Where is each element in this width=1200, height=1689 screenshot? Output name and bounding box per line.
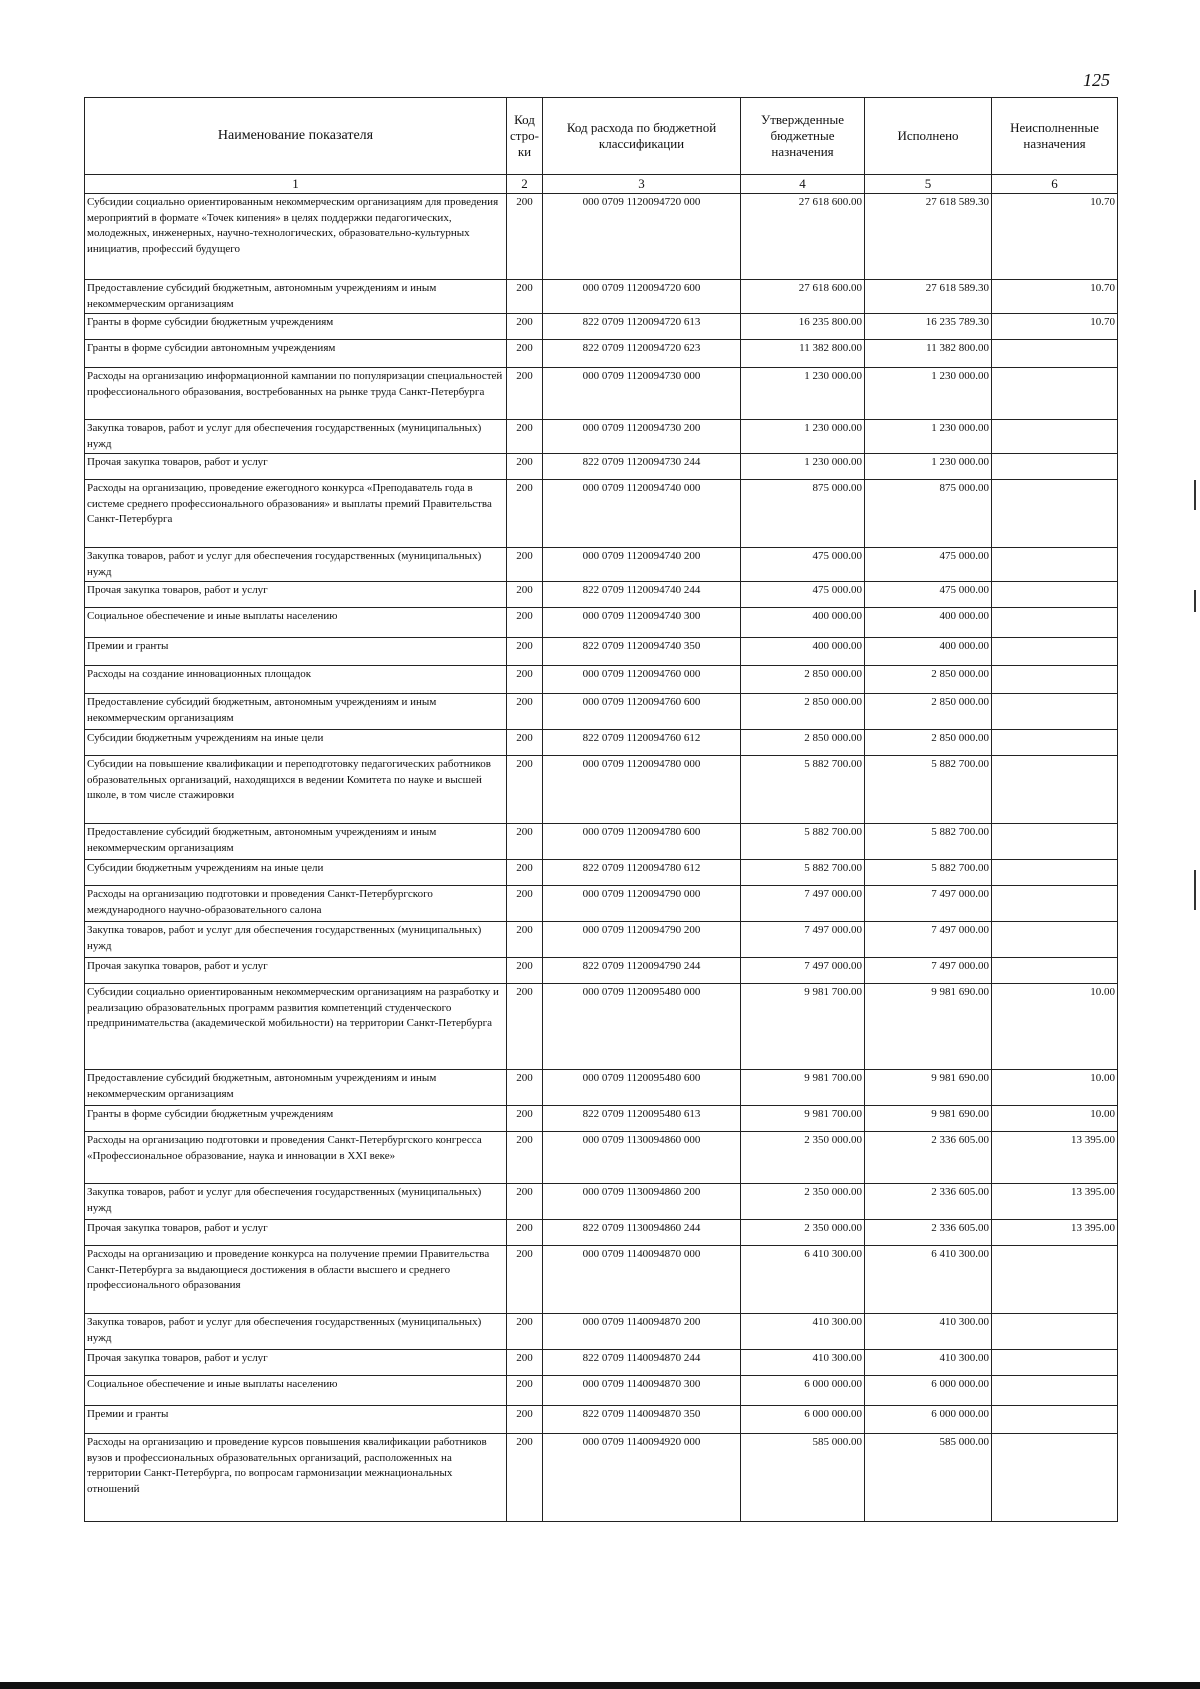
row-unexecuted-amount: 10.00 [992, 1106, 1118, 1132]
row-executed-amount: 2 336 605.00 [865, 1132, 992, 1184]
row-approved-amount: 7 497 000.00 [741, 958, 865, 984]
row-line-code: 200 [507, 454, 543, 480]
row-classification-code: 822 0709 1140094870 244 [543, 1350, 741, 1376]
column-number: 4 [741, 175, 865, 194]
row-executed-amount: 5 882 700.00 [865, 824, 992, 860]
row-classification-code: 000 0709 1120094730 200 [543, 420, 741, 454]
row-executed-amount: 16 235 789.30 [865, 314, 992, 340]
table-body [85, 194, 1118, 1522]
row-line-code: 200 [507, 1246, 543, 1314]
row-executed-amount: 6 000 000.00 [865, 1376, 992, 1406]
row-executed-amount: 6 410 300.00 [865, 1246, 992, 1314]
row-line-code: 200 [507, 340, 543, 368]
table-row [85, 420, 1118, 454]
row-approved-amount: 2 850 000.00 [741, 694, 865, 730]
row-name: Предоставление субсидий бюджетным, автономным учреждениям и иным некоммерческим организациям [85, 824, 507, 860]
row-approved-amount: 9 981 700.00 [741, 1070, 865, 1106]
row-name: Субсидии социально ориентированным некоммерческим организациям для проведения мероприятий в формате «Точек кипения» в целях поддержки педагогических, молодежных, инженерных, научно-технологических, образовательно-культурных инициатив, профессий будущего [85, 194, 507, 280]
table-row [85, 860, 1118, 886]
header-name: Наименование показателя [85, 98, 507, 175]
row-name: Прочая закупка товаров, работ и услуг [85, 958, 507, 984]
row-executed-amount: 9 981 690.00 [865, 984, 992, 1070]
row-name: Закупка товаров, работ и услуг для обеспечения государственных (муниципальных) нужд [85, 548, 507, 582]
row-line-code: 200 [507, 638, 543, 666]
row-executed-amount: 410 300.00 [865, 1314, 992, 1350]
row-approved-amount: 5 882 700.00 [741, 824, 865, 860]
row-approved-amount: 475 000.00 [741, 582, 865, 608]
page-number: 125 [1083, 70, 1110, 90]
row-executed-amount: 7 497 000.00 [865, 958, 992, 984]
row-executed-amount: 1 230 000.00 [865, 454, 992, 480]
row-classification-code: 000 0709 1120095480 000 [543, 984, 741, 1070]
row-line-code: 200 [507, 824, 543, 860]
table-row [85, 1376, 1118, 1406]
row-name: Прочая закупка товаров, работ и услуг [85, 1220, 507, 1246]
row-executed-amount: 2 850 000.00 [865, 666, 992, 694]
table-row [85, 984, 1118, 1070]
row-unexecuted-amount [992, 860, 1118, 886]
row-approved-amount: 2 350 000.00 [741, 1184, 865, 1220]
row-classification-code: 000 0709 1120095480 600 [543, 1070, 741, 1106]
row-line-code: 200 [507, 420, 543, 454]
scan-bottom-edge [0, 1682, 1200, 1689]
row-executed-amount: 7 497 000.00 [865, 922, 992, 958]
row-executed-amount: 27 618 589.30 [865, 194, 992, 280]
row-unexecuted-amount [992, 1376, 1118, 1406]
row-approved-amount: 27 618 600.00 [741, 280, 865, 314]
row-approved-amount: 400 000.00 [741, 638, 865, 666]
table-row [85, 1246, 1118, 1314]
table-row [85, 1106, 1118, 1132]
row-name: Закупка товаров, работ и услуг для обеспечения государственных (муниципальных) нужд [85, 420, 507, 454]
row-classification-code: 000 0709 1120094740 300 [543, 608, 741, 638]
row-executed-amount: 475 000.00 [865, 582, 992, 608]
row-name: Закупка товаров, работ и услуг для обеспечения государственных (муниципальных) нужд [85, 1314, 507, 1350]
row-unexecuted-amount: 10.00 [992, 984, 1118, 1070]
table-row [85, 824, 1118, 860]
row-name: Социальное обеспечение и иные выплаты населению [85, 608, 507, 638]
row-line-code: 200 [507, 582, 543, 608]
table-row [85, 1184, 1118, 1220]
table-row [85, 582, 1118, 608]
row-approved-amount: 875 000.00 [741, 480, 865, 548]
row-name: Социальное обеспечение и иные выплаты населению [85, 1376, 507, 1406]
row-approved-amount: 410 300.00 [741, 1350, 865, 1376]
row-classification-code: 000 0709 1120094760 000 [543, 666, 741, 694]
row-name: Субсидии бюджетным учреждениям на иные цели [85, 730, 507, 756]
row-approved-amount: 1 230 000.00 [741, 368, 865, 420]
row-line-code: 200 [507, 1106, 543, 1132]
row-line-code: 200 [507, 666, 543, 694]
row-name: Прочая закупка товаров, работ и услуг [85, 454, 507, 480]
row-unexecuted-amount: 13 395.00 [992, 1220, 1118, 1246]
column-number: 1 [85, 175, 507, 194]
row-unexecuted-amount [992, 730, 1118, 756]
row-approved-amount: 2 350 000.00 [741, 1132, 865, 1184]
row-name: Гранты в форме субсидии бюджетным учреждениям [85, 314, 507, 340]
row-line-code: 200 [507, 984, 543, 1070]
row-executed-amount: 475 000.00 [865, 548, 992, 582]
row-classification-code: 000 0709 1140094870 300 [543, 1376, 741, 1406]
table-row [85, 314, 1118, 340]
row-line-code: 200 [507, 1350, 543, 1376]
table-row [85, 666, 1118, 694]
row-classification-code: 000 0709 1120094720 000 [543, 194, 741, 280]
row-classification-code: 000 0709 1120094740 000 [543, 480, 741, 548]
row-classification-code: 000 0709 1130094860 000 [543, 1132, 741, 1184]
row-unexecuted-amount [992, 420, 1118, 454]
scan-edge-mark [1194, 870, 1196, 910]
row-classification-code: 822 0709 1120094790 244 [543, 958, 741, 984]
table-row [85, 1314, 1118, 1350]
row-classification-code: 822 0709 1120094740 244 [543, 582, 741, 608]
row-unexecuted-amount: 13 395.00 [992, 1132, 1118, 1184]
row-executed-amount: 1 230 000.00 [865, 420, 992, 454]
row-executed-amount: 5 882 700.00 [865, 756, 992, 824]
row-executed-amount: 875 000.00 [865, 480, 992, 548]
header-classification-code: Код расхода по бюджетной классификации [543, 98, 741, 175]
row-line-code: 200 [507, 1376, 543, 1406]
row-classification-code: 822 0709 1120094760 612 [543, 730, 741, 756]
budget-execution-table [84, 97, 1118, 1522]
row-line-code: 200 [507, 280, 543, 314]
table-row [85, 756, 1118, 824]
row-line-code: 200 [507, 194, 543, 280]
row-unexecuted-amount [992, 694, 1118, 730]
row-executed-amount: 5 882 700.00 [865, 860, 992, 886]
row-executed-amount: 1 230 000.00 [865, 368, 992, 420]
table-row [85, 368, 1118, 420]
row-classification-code: 822 0709 1120095480 613 [543, 1106, 741, 1132]
row-approved-amount: 1 230 000.00 [741, 454, 865, 480]
row-name: Расходы на организацию и проведение курсов повышения квалификации работников вузов и профессиональных образовательных организаций, расположенных на территории Санкт-Петербурга, по вопросам гармонизации межнациональных отношений [85, 1434, 507, 1522]
row-unexecuted-amount [992, 1350, 1118, 1376]
row-unexecuted-amount [992, 608, 1118, 638]
row-name: Гранты в форме субсидии автономным учреждениям [85, 340, 507, 368]
row-name: Предоставление субсидий бюджетным, автономным учреждениям и иным некоммерческим организациям [85, 280, 507, 314]
table-row [85, 548, 1118, 582]
scan-edge-mark [1194, 480, 1196, 510]
row-approved-amount: 5 882 700.00 [741, 860, 865, 886]
row-unexecuted-amount: 10.70 [992, 280, 1118, 314]
row-unexecuted-amount [992, 756, 1118, 824]
row-unexecuted-amount: 10.70 [992, 194, 1118, 280]
table-row [85, 194, 1118, 280]
row-line-code: 200 [507, 886, 543, 922]
table-row [85, 340, 1118, 368]
row-unexecuted-amount [992, 454, 1118, 480]
row-approved-amount: 7 497 000.00 [741, 886, 865, 922]
row-classification-code: 000 0709 1130094860 200 [543, 1184, 741, 1220]
table-row [85, 1070, 1118, 1106]
row-name: Закупка товаров, работ и услуг для обеспечения государственных (муниципальных) нужд [85, 922, 507, 958]
table-row [85, 1132, 1118, 1184]
header-approved: Утвержденные бюджетные назначения [741, 98, 865, 175]
row-executed-amount: 410 300.00 [865, 1350, 992, 1376]
column-number: 2 [507, 175, 543, 194]
table-header-row [85, 98, 1118, 175]
row-line-code: 200 [507, 1314, 543, 1350]
row-unexecuted-amount [992, 1246, 1118, 1314]
row-classification-code: 822 0709 1120094780 612 [543, 860, 741, 886]
row-approved-amount: 410 300.00 [741, 1314, 865, 1350]
row-executed-amount: 11 382 800.00 [865, 340, 992, 368]
row-line-code: 200 [507, 730, 543, 756]
row-line-code: 200 [507, 1406, 543, 1434]
row-name: Прочая закупка товаров, работ и услуг [85, 582, 507, 608]
row-line-code: 200 [507, 1220, 543, 1246]
row-name: Гранты в форме субсидии бюджетным учреждениям [85, 1106, 507, 1132]
row-approved-amount: 6 000 000.00 [741, 1406, 865, 1434]
row-line-code: 200 [507, 548, 543, 582]
row-classification-code: 000 0709 1120094730 000 [543, 368, 741, 420]
row-name: Субсидии бюджетным учреждениям на иные цели [85, 860, 507, 886]
row-unexecuted-amount [992, 824, 1118, 860]
row-classification-code: 000 0709 1120094720 600 [543, 280, 741, 314]
row-name: Премии и гранты [85, 638, 507, 666]
header-line-code: Код стро-ки [507, 98, 543, 175]
row-approved-amount: 475 000.00 [741, 548, 865, 582]
scan-edge-mark [1194, 590, 1196, 612]
row-approved-amount: 2 850 000.00 [741, 666, 865, 694]
row-name: Расходы на организацию, проведение ежегодного конкурса «Преподаватель года в системе среднего профессионального образования» и выплаты премий Правительства Санкт-Петербурга [85, 480, 507, 548]
row-classification-code: 000 0709 1140094870 000 [543, 1246, 741, 1314]
row-name: Предоставление субсидий бюджетным, автономным учреждениям и иным некоммерческим организациям [85, 694, 507, 730]
row-name: Прочая закупка товаров, работ и услуг [85, 1350, 507, 1376]
row-classification-code: 000 0709 1140094870 200 [543, 1314, 741, 1350]
row-executed-amount: 2 336 605.00 [865, 1220, 992, 1246]
row-line-code: 200 [507, 1070, 543, 1106]
table-row [85, 1434, 1118, 1522]
row-approved-amount: 6 410 300.00 [741, 1246, 865, 1314]
table-row [85, 694, 1118, 730]
row-approved-amount: 9 981 700.00 [741, 984, 865, 1070]
column-number: 6 [992, 175, 1118, 194]
row-approved-amount: 6 000 000.00 [741, 1376, 865, 1406]
row-line-code: 200 [507, 756, 543, 824]
table-row [85, 886, 1118, 922]
table-row [85, 1220, 1118, 1246]
header-unexecuted: Неисполненные назначения [992, 98, 1118, 175]
table-row [85, 480, 1118, 548]
row-executed-amount: 2 336 605.00 [865, 1184, 992, 1220]
row-classification-code: 822 0709 1120094740 350 [543, 638, 741, 666]
row-name: Премии и гранты [85, 1406, 507, 1434]
row-unexecuted-amount [992, 886, 1118, 922]
row-unexecuted-amount [992, 638, 1118, 666]
row-executed-amount: 6 000 000.00 [865, 1406, 992, 1434]
row-executed-amount: 400 000.00 [865, 638, 992, 666]
table-row [85, 922, 1118, 958]
column-numbers-row [85, 175, 1118, 194]
row-line-code: 200 [507, 368, 543, 420]
row-approved-amount: 1 230 000.00 [741, 420, 865, 454]
row-unexecuted-amount [992, 1314, 1118, 1350]
row-executed-amount: 2 850 000.00 [865, 730, 992, 756]
row-executed-amount: 9 981 690.00 [865, 1070, 992, 1106]
row-approved-amount: 27 618 600.00 [741, 194, 865, 280]
row-classification-code: 000 0709 1140094920 000 [543, 1434, 741, 1522]
row-approved-amount: 11 382 800.00 [741, 340, 865, 368]
row-unexecuted-amount [992, 958, 1118, 984]
row-unexecuted-amount [992, 1406, 1118, 1434]
row-classification-code: 000 0709 1120094780 600 [543, 824, 741, 860]
row-executed-amount: 2 850 000.00 [865, 694, 992, 730]
row-classification-code: 822 0709 1120094720 613 [543, 314, 741, 340]
row-executed-amount: 585 000.00 [865, 1434, 992, 1522]
row-classification-code: 000 0709 1120094790 000 [543, 886, 741, 922]
header-executed: Исполнено [865, 98, 992, 175]
row-name: Расходы на организацию информационной кампании по популяризации специальностей профессионального образования, востребованных на рынке труда Санкт-Петербурга [85, 368, 507, 420]
row-approved-amount: 9 981 700.00 [741, 1106, 865, 1132]
row-line-code: 200 [507, 1434, 543, 1522]
row-unexecuted-amount [992, 548, 1118, 582]
row-line-code: 200 [507, 1184, 543, 1220]
row-unexecuted-amount [992, 922, 1118, 958]
row-classification-code: 000 0709 1120094760 600 [543, 694, 741, 730]
row-unexecuted-amount: 10.70 [992, 314, 1118, 340]
row-executed-amount: 7 497 000.00 [865, 886, 992, 922]
column-number: 3 [543, 175, 741, 194]
row-approved-amount: 400 000.00 [741, 608, 865, 638]
table-row [85, 638, 1118, 666]
row-unexecuted-amount [992, 340, 1118, 368]
row-executed-amount: 400 000.00 [865, 608, 992, 638]
row-classification-code: 000 0709 1120094790 200 [543, 922, 741, 958]
row-name: Предоставление субсидий бюджетным, автономным учреждениям и иным некоммерческим организациям [85, 1070, 507, 1106]
row-approved-amount: 2 350 000.00 [741, 1220, 865, 1246]
row-name: Расходы на организацию и проведение конкурса на получение премии Правительства Санкт-Петербурга за выдающиеся достижения в области высшего и среднего профессионального образования [85, 1246, 507, 1314]
row-unexecuted-amount: 13 395.00 [992, 1184, 1118, 1220]
row-name: Субсидии социально ориентированным некоммерческим организациям на разработку и реализацию образовательных программ развития компетенций студенческого предпринимательства (академической мобильности) на территории Санкт-Петербурга [85, 984, 507, 1070]
table-row [85, 958, 1118, 984]
table-row [85, 730, 1118, 756]
row-approved-amount: 7 497 000.00 [741, 922, 865, 958]
row-executed-amount: 27 618 589.30 [865, 280, 992, 314]
row-unexecuted-amount [992, 666, 1118, 694]
row-approved-amount: 16 235 800.00 [741, 314, 865, 340]
row-executed-amount: 9 981 690.00 [865, 1106, 992, 1132]
row-classification-code: 822 0709 1130094860 244 [543, 1220, 741, 1246]
row-approved-amount: 585 000.00 [741, 1434, 865, 1522]
column-number: 5 [865, 175, 992, 194]
row-line-code: 200 [507, 314, 543, 340]
row-unexecuted-amount [992, 1434, 1118, 1522]
row-line-code: 200 [507, 608, 543, 638]
row-name: Расходы на организацию подготовки и проведения Санкт-Петербургского конгресса «Профессиональное образование, наука и инновации в XXI веке» [85, 1132, 507, 1184]
row-unexecuted-amount [992, 480, 1118, 548]
row-approved-amount: 5 882 700.00 [741, 756, 865, 824]
row-line-code: 200 [507, 694, 543, 730]
table-row [85, 454, 1118, 480]
row-approved-amount: 2 850 000.00 [741, 730, 865, 756]
row-unexecuted-amount [992, 582, 1118, 608]
row-name: Субсидии на повышение квалификации и переподготовку педагогических работников образовательных организаций, находящихся в ведении Комитета по науке и высшей школе, в том числе стажировки [85, 756, 507, 824]
row-name: Закупка товаров, работ и услуг для обеспечения государственных (муниципальных) нужд [85, 1184, 507, 1220]
row-line-code: 200 [507, 860, 543, 886]
row-line-code: 200 [507, 958, 543, 984]
row-line-code: 200 [507, 1132, 543, 1184]
row-name: Расходы на организацию подготовки и проведения Санкт-Петербургского международного научно-образовательного салона [85, 886, 507, 922]
table-row [85, 608, 1118, 638]
row-classification-code: 000 0709 1120094780 000 [543, 756, 741, 824]
row-classification-code: 822 0709 1120094730 244 [543, 454, 741, 480]
row-name: Расходы на создание инновационных площадок [85, 666, 507, 694]
row-line-code: 200 [507, 922, 543, 958]
row-classification-code: 000 0709 1120094740 200 [543, 548, 741, 582]
table-row [85, 280, 1118, 314]
table-row [85, 1350, 1118, 1376]
row-line-code: 200 [507, 480, 543, 548]
row-unexecuted-amount: 10.00 [992, 1070, 1118, 1106]
row-classification-code: 822 0709 1120094720 623 [543, 340, 741, 368]
row-unexecuted-amount [992, 368, 1118, 420]
row-classification-code: 822 0709 1140094870 350 [543, 1406, 741, 1434]
table-row [85, 1406, 1118, 1434]
